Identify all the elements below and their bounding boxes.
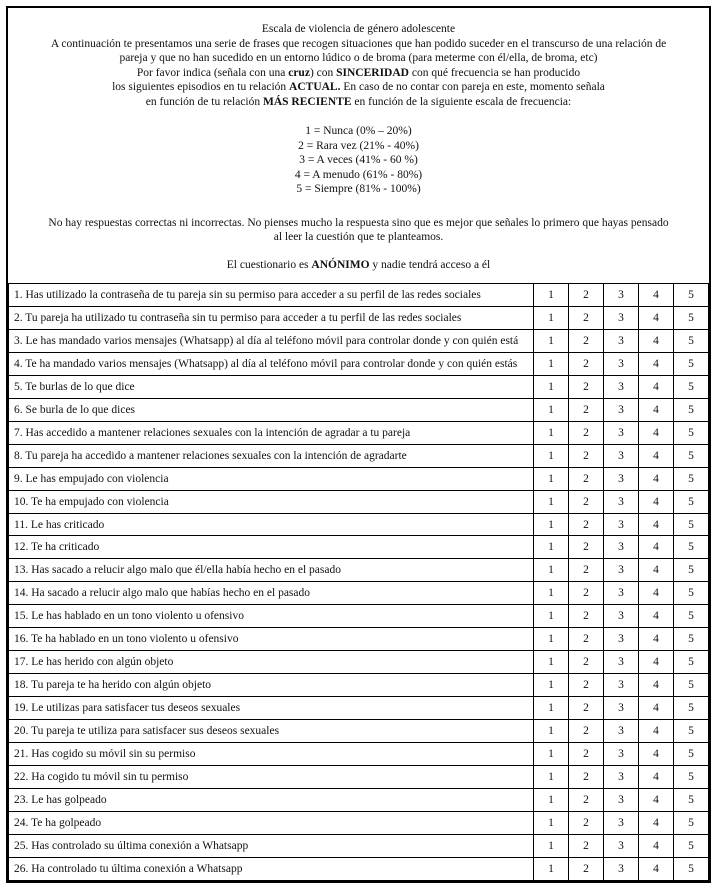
rating-cell[interactable]: 4: [639, 834, 674, 857]
rating-cell[interactable]: 5: [674, 582, 709, 605]
item-text: 5. Te burlas de lo que dice: [9, 375, 534, 398]
rating-cell[interactable]: 3: [604, 674, 639, 697]
rating-cell[interactable]: 2: [569, 834, 604, 857]
anonymous-bold: ANÓNIMO: [311, 258, 370, 271]
rating-cell[interactable]: 3: [604, 628, 639, 651]
item-text: 24. Te ha golpeado: [9, 811, 534, 834]
item-text: 17. Le has herido con algún objeto: [9, 651, 534, 674]
item-text: 19. Le utilizas para satisfacer tus deseos sexuales: [9, 697, 534, 720]
rating-cell[interactable]: 1: [534, 490, 569, 513]
page-title: Escala de violencia de género adolescente: [261, 23, 456, 35]
rating-cell[interactable]: 1: [534, 766, 569, 789]
item-text: 7. Has accedido a mantener relaciones sexuales con la intención de agradar a tu pareja: [9, 421, 534, 444]
rating-cell[interactable]: 2: [569, 788, 604, 811]
document-frame: [6, 6, 711, 883]
rating-cell[interactable]: 3: [604, 651, 639, 674]
rating-cell[interactable]: 4: [639, 766, 674, 789]
instruction-text: con qué frecuencia se han producido: [408, 66, 581, 79]
rating-cell[interactable]: 5: [674, 444, 709, 467]
instruction-text: en función de tu relación: [145, 95, 263, 108]
rating-cell[interactable]: 2: [569, 513, 604, 536]
instruction-text: en función de la siguiente escala de frecuencia:: [351, 95, 572, 108]
rating-cell[interactable]: 3: [604, 513, 639, 536]
anonymous-line: [24, 258, 693, 273]
item-text: 22. Ha cogido tu móvil sin tu permiso: [9, 766, 534, 789]
table-row: [9, 444, 709, 467]
instruction-text: los siguientes episodios en tu relación: [112, 81, 290, 93]
scale-item: 4 = A menudo (61% - 80%): [294, 168, 423, 181]
note-block: [24, 216, 693, 245]
rating-cell[interactable]: 4: [639, 720, 674, 743]
rating-cell[interactable]: 4: [639, 605, 674, 628]
rating-cell[interactable]: 4: [639, 811, 674, 834]
instruction-bold: MÁS RECIENTE: [263, 95, 352, 108]
rating-cell[interactable]: 4: [639, 284, 674, 307]
frequency-scale-legend: [24, 124, 693, 197]
rating-cell[interactable]: 2: [569, 720, 604, 743]
rating-cell[interactable]: 4: [639, 651, 674, 674]
table-row: [9, 720, 709, 743]
item-text: 15. Le has hablado en un tono violento u ofensivo: [9, 605, 534, 628]
rating-cell[interactable]: 2: [569, 559, 604, 582]
item-text: 16. Te ha hablado en un tono violento u ofensivo: [9, 628, 534, 651]
table-row: [9, 788, 709, 811]
table-row: [9, 284, 709, 307]
rating-cell[interactable]: 4: [639, 559, 674, 582]
questionnaire-header: [8, 8, 709, 283]
rating-cell[interactable]: 3: [604, 605, 639, 628]
rating-cell[interactable]: 3: [604, 490, 639, 513]
table-row: [9, 834, 709, 857]
item-text: 18. Tu pareja te ha herido con algún objeto: [9, 674, 534, 697]
table-row: [9, 651, 709, 674]
table-row: [9, 743, 709, 766]
rating-cell[interactable]: 1: [534, 628, 569, 651]
rating-cell[interactable]: 3: [604, 375, 639, 398]
item-text: 2. Tu pareja ha utilizado tu contraseña sin tu permiso para acceder a tu perfil de las redes sociales: [9, 306, 534, 329]
rating-cell[interactable]: 2: [569, 743, 604, 766]
rating-cell[interactable]: 1: [534, 651, 569, 674]
rating-cell[interactable]: 4: [639, 628, 674, 651]
rating-cell[interactable]: 3: [604, 766, 639, 789]
rating-cell[interactable]: 3: [604, 834, 639, 857]
rating-cell[interactable]: 2: [569, 444, 604, 467]
rating-cell[interactable]: 4: [639, 788, 674, 811]
rating-cell[interactable]: 4: [639, 306, 674, 329]
rating-cell[interactable]: 2: [569, 421, 604, 444]
table-row: [9, 513, 709, 536]
rating-cell[interactable]: 5: [674, 743, 709, 766]
rating-cell[interactable]: 3: [604, 329, 639, 352]
rating-cell[interactable]: 4: [639, 582, 674, 605]
rating-cell[interactable]: 3: [604, 398, 639, 421]
rating-cell[interactable]: 2: [569, 490, 604, 513]
rating-cell[interactable]: 4: [639, 697, 674, 720]
rating-cell[interactable]: 1: [534, 811, 569, 834]
rating-cell[interactable]: 3: [604, 720, 639, 743]
rating-cell[interactable]: 3: [604, 421, 639, 444]
rating-cell[interactable]: 3: [604, 306, 639, 329]
item-text: 10. Te ha empujado con violencia: [9, 490, 534, 513]
rating-cell[interactable]: 5: [674, 559, 709, 582]
rating-cell[interactable]: 2: [569, 352, 604, 375]
item-text: 14. Ha sacado a relucir algo malo que habías hecho en el pasado: [9, 582, 534, 605]
scale-item: 5 = Siempre (81% - 100%): [296, 183, 421, 195]
item-text: 1. Has utilizado la contraseña de tu pareja sin su permiso para acceder a su perfil de las redes sociales: [9, 284, 534, 307]
rating-cell[interactable]: 2: [569, 375, 604, 398]
rating-cell[interactable]: 4: [639, 743, 674, 766]
table-row: [9, 490, 709, 513]
rating-cell[interactable]: 5: [674, 628, 709, 651]
rating-cell[interactable]: 3: [604, 536, 639, 559]
item-text: 25. Has controlado su última conexión a Whatsapp: [9, 834, 534, 857]
item-text: 3. Le has mandado varios mensajes (Whatsapp) al día al teléfono móvil para controlar donde y con quién está: [9, 329, 534, 352]
item-text: 6. Se burla de lo que dices: [9, 398, 534, 421]
table-row: [9, 582, 709, 605]
table-row: [9, 421, 709, 444]
rating-cell[interactable]: 2: [569, 467, 604, 490]
rating-cell[interactable]: 5: [674, 674, 709, 697]
rating-cell[interactable]: 3: [604, 697, 639, 720]
rating-cell[interactable]: 2: [569, 284, 604, 307]
rating-cell[interactable]: 3: [604, 352, 639, 375]
item-text: 20. Tu pareja te utiliza para satisfacer sus deseos sexuales: [9, 720, 534, 743]
rating-cell[interactable]: 3: [604, 559, 639, 582]
rating-cell[interactable]: 3: [604, 467, 639, 490]
rating-cell[interactable]: 2: [569, 651, 604, 674]
rating-cell[interactable]: 3: [604, 284, 639, 307]
rating-cell[interactable]: 4: [639, 329, 674, 352]
rating-cell[interactable]: 5: [674, 375, 709, 398]
rating-cell[interactable]: 4: [639, 536, 674, 559]
rating-cell[interactable]: 3: [604, 444, 639, 467]
intro-line: pareja y que no han sucedido en un entorno lúdico o de broma (para meterme con él/ella, de broma, etc): [119, 52, 598, 64]
instruction-line: [24, 66, 693, 81]
scale-item: 3 = A veces (41% - 60 %): [299, 154, 418, 166]
rating-cell[interactable]: 5: [674, 766, 709, 789]
table-row: [9, 467, 709, 490]
rating-cell[interactable]: 4: [639, 513, 674, 536]
item-text: 11. Le has criticado: [9, 513, 534, 536]
rating-cell[interactable]: 3: [604, 857, 639, 880]
table-row: [9, 697, 709, 720]
rating-cell[interactable]: 3: [604, 811, 639, 834]
table-row: [9, 306, 709, 329]
rating-cell[interactable]: 4: [639, 421, 674, 444]
table-row: [9, 375, 709, 398]
rating-cell[interactable]: 2: [569, 306, 604, 329]
rating-cell[interactable]: 1: [534, 743, 569, 766]
instruction-text: Por favor indica (señala con una: [136, 66, 289, 79]
rating-cell[interactable]: 2: [569, 398, 604, 421]
rating-cell[interactable]: 5: [674, 513, 709, 536]
rating-cell[interactable]: 5: [674, 605, 709, 628]
rating-cell[interactable]: 1: [534, 857, 569, 880]
rating-cell[interactable]: 1: [534, 352, 569, 375]
rating-cell[interactable]: 5: [674, 421, 709, 444]
rating-cell[interactable]: 5: [674, 398, 709, 421]
rating-cell[interactable]: 2: [569, 605, 604, 628]
rating-cell[interactable]: 4: [639, 375, 674, 398]
table-row: [9, 857, 709, 880]
instruction-bold: cruz: [288, 66, 310, 79]
rating-cell[interactable]: 4: [639, 444, 674, 467]
rating-cell[interactable]: 1: [534, 306, 569, 329]
table-row: [9, 605, 709, 628]
item-text: 26. Ha controlado tu última conexión a Whatsapp: [9, 857, 534, 880]
scale-item: 1 = Nunca (0% – 20%): [305, 125, 412, 137]
rating-cell[interactable]: 5: [674, 697, 709, 720]
rating-cell[interactable]: 2: [569, 697, 604, 720]
rating-cell[interactable]: 1: [534, 444, 569, 467]
instruction-line: [24, 95, 693, 110]
instruction-bold: SINCERIDAD: [336, 66, 409, 79]
rating-cell[interactable]: 1: [534, 375, 569, 398]
rating-cell[interactable]: 2: [569, 329, 604, 352]
rating-cell[interactable]: 2: [569, 674, 604, 697]
note-line: No hay respuestas correctas ni incorrectas. No pienses mucho la respuesta sino que es mejor que señales lo primero que hayas pensado: [48, 216, 669, 229]
rating-cell[interactable]: 5: [674, 720, 709, 743]
rating-cell[interactable]: 5: [674, 788, 709, 811]
table-row: [9, 766, 709, 789]
rating-cell[interactable]: 5: [674, 329, 709, 352]
instruction-text: En caso de no contar con pareja en este, momento señala: [340, 81, 605, 93]
rating-cell[interactable]: 2: [569, 536, 604, 559]
rating-cell[interactable]: 1: [534, 284, 569, 307]
rating-cell[interactable]: 5: [674, 651, 709, 674]
rating-cell[interactable]: 1: [534, 605, 569, 628]
rating-cell[interactable]: 1: [534, 329, 569, 352]
rating-cell[interactable]: 4: [639, 490, 674, 513]
item-text: 4. Te ha mandado varios mensajes (Whatsapp) al día al teléfono móvil para controlar donde y con quién estás: [9, 352, 534, 375]
item-text: 8. Tu pareja ha accedido a mantener relaciones sexuales con la intención de agradarte: [9, 444, 534, 467]
table-row: [9, 536, 709, 559]
rating-cell[interactable]: 5: [674, 490, 709, 513]
rating-cell[interactable]: 2: [569, 766, 604, 789]
rating-cell[interactable]: 1: [534, 674, 569, 697]
rating-cell[interactable]: 2: [569, 857, 604, 880]
rating-cell[interactable]: 3: [604, 788, 639, 811]
instruction-bold: ACTUAL.: [289, 81, 341, 93]
rating-cell[interactable]: 5: [674, 536, 709, 559]
anonymous-text: y nadie tendrá acceso a él: [369, 258, 491, 271]
rating-cell[interactable]: 1: [534, 720, 569, 743]
item-text: 9. Le has empujado con violencia: [9, 467, 534, 490]
item-text: 13. Has sacado a relucir algo malo que él/ella había hecho en el pasado: [9, 559, 534, 582]
table-row: [9, 628, 709, 651]
rating-cell[interactable]: 5: [674, 352, 709, 375]
rating-cell[interactable]: 5: [674, 811, 709, 834]
item-text: 23. Le has golpeado: [9, 788, 534, 811]
rating-cell[interactable]: 1: [534, 559, 569, 582]
rating-cell[interactable]: 4: [639, 467, 674, 490]
rating-cell[interactable]: 5: [674, 834, 709, 857]
item-text: 21. Has cogido su móvil sin su permiso: [9, 743, 534, 766]
rating-cell[interactable]: 2: [569, 628, 604, 651]
rating-cell[interactable]: 4: [639, 398, 674, 421]
rating-cell[interactable]: 1: [534, 398, 569, 421]
rating-cell[interactable]: 2: [569, 811, 604, 834]
scale-item: 2 = Rara vez (21% - 40%): [298, 139, 419, 152]
rating-cell[interactable]: 1: [534, 536, 569, 559]
instruction-line: [24, 80, 693, 95]
rating-cell[interactable]: 4: [639, 352, 674, 375]
rating-cell[interactable]: 1: [534, 513, 569, 536]
rating-cell[interactable]: 1: [534, 788, 569, 811]
rating-cell[interactable]: 5: [674, 284, 709, 307]
rating-cell[interactable]: 1: [534, 834, 569, 857]
rating-cell[interactable]: 5: [674, 306, 709, 329]
rating-cell[interactable]: 5: [674, 467, 709, 490]
table-row: [9, 811, 709, 834]
table-row: [9, 674, 709, 697]
instruction-text: ) con: [309, 66, 337, 79]
table-row: [9, 559, 709, 582]
note-line: al leer la cuestión que te planteamos.: [273, 231, 444, 243]
rating-cell[interactable]: 1: [534, 697, 569, 720]
rating-cell[interactable]: 5: [674, 857, 709, 880]
intro-line: A continuación te presentamos una serie de frases que recogen situaciones que han podido suceder en el transcurso de una relación de: [50, 37, 667, 50]
rating-cell[interactable]: 4: [639, 674, 674, 697]
rating-cell[interactable]: 2: [569, 582, 604, 605]
questionnaire-table: [8, 283, 709, 881]
rating-cell[interactable]: 3: [604, 582, 639, 605]
rating-cell[interactable]: 4: [639, 857, 674, 880]
rating-cell[interactable]: 1: [534, 467, 569, 490]
questionnaire-body: [9, 284, 709, 881]
item-text: 12. Te ha criticado: [9, 536, 534, 559]
rating-cell[interactable]: 3: [604, 743, 639, 766]
anonymous-text: El cuestionario es: [226, 258, 312, 271]
table-row: [9, 329, 709, 352]
rating-cell[interactable]: 1: [534, 582, 569, 605]
table-row: [9, 352, 709, 375]
rating-cell[interactable]: 1: [534, 421, 569, 444]
table-row: [9, 398, 709, 421]
